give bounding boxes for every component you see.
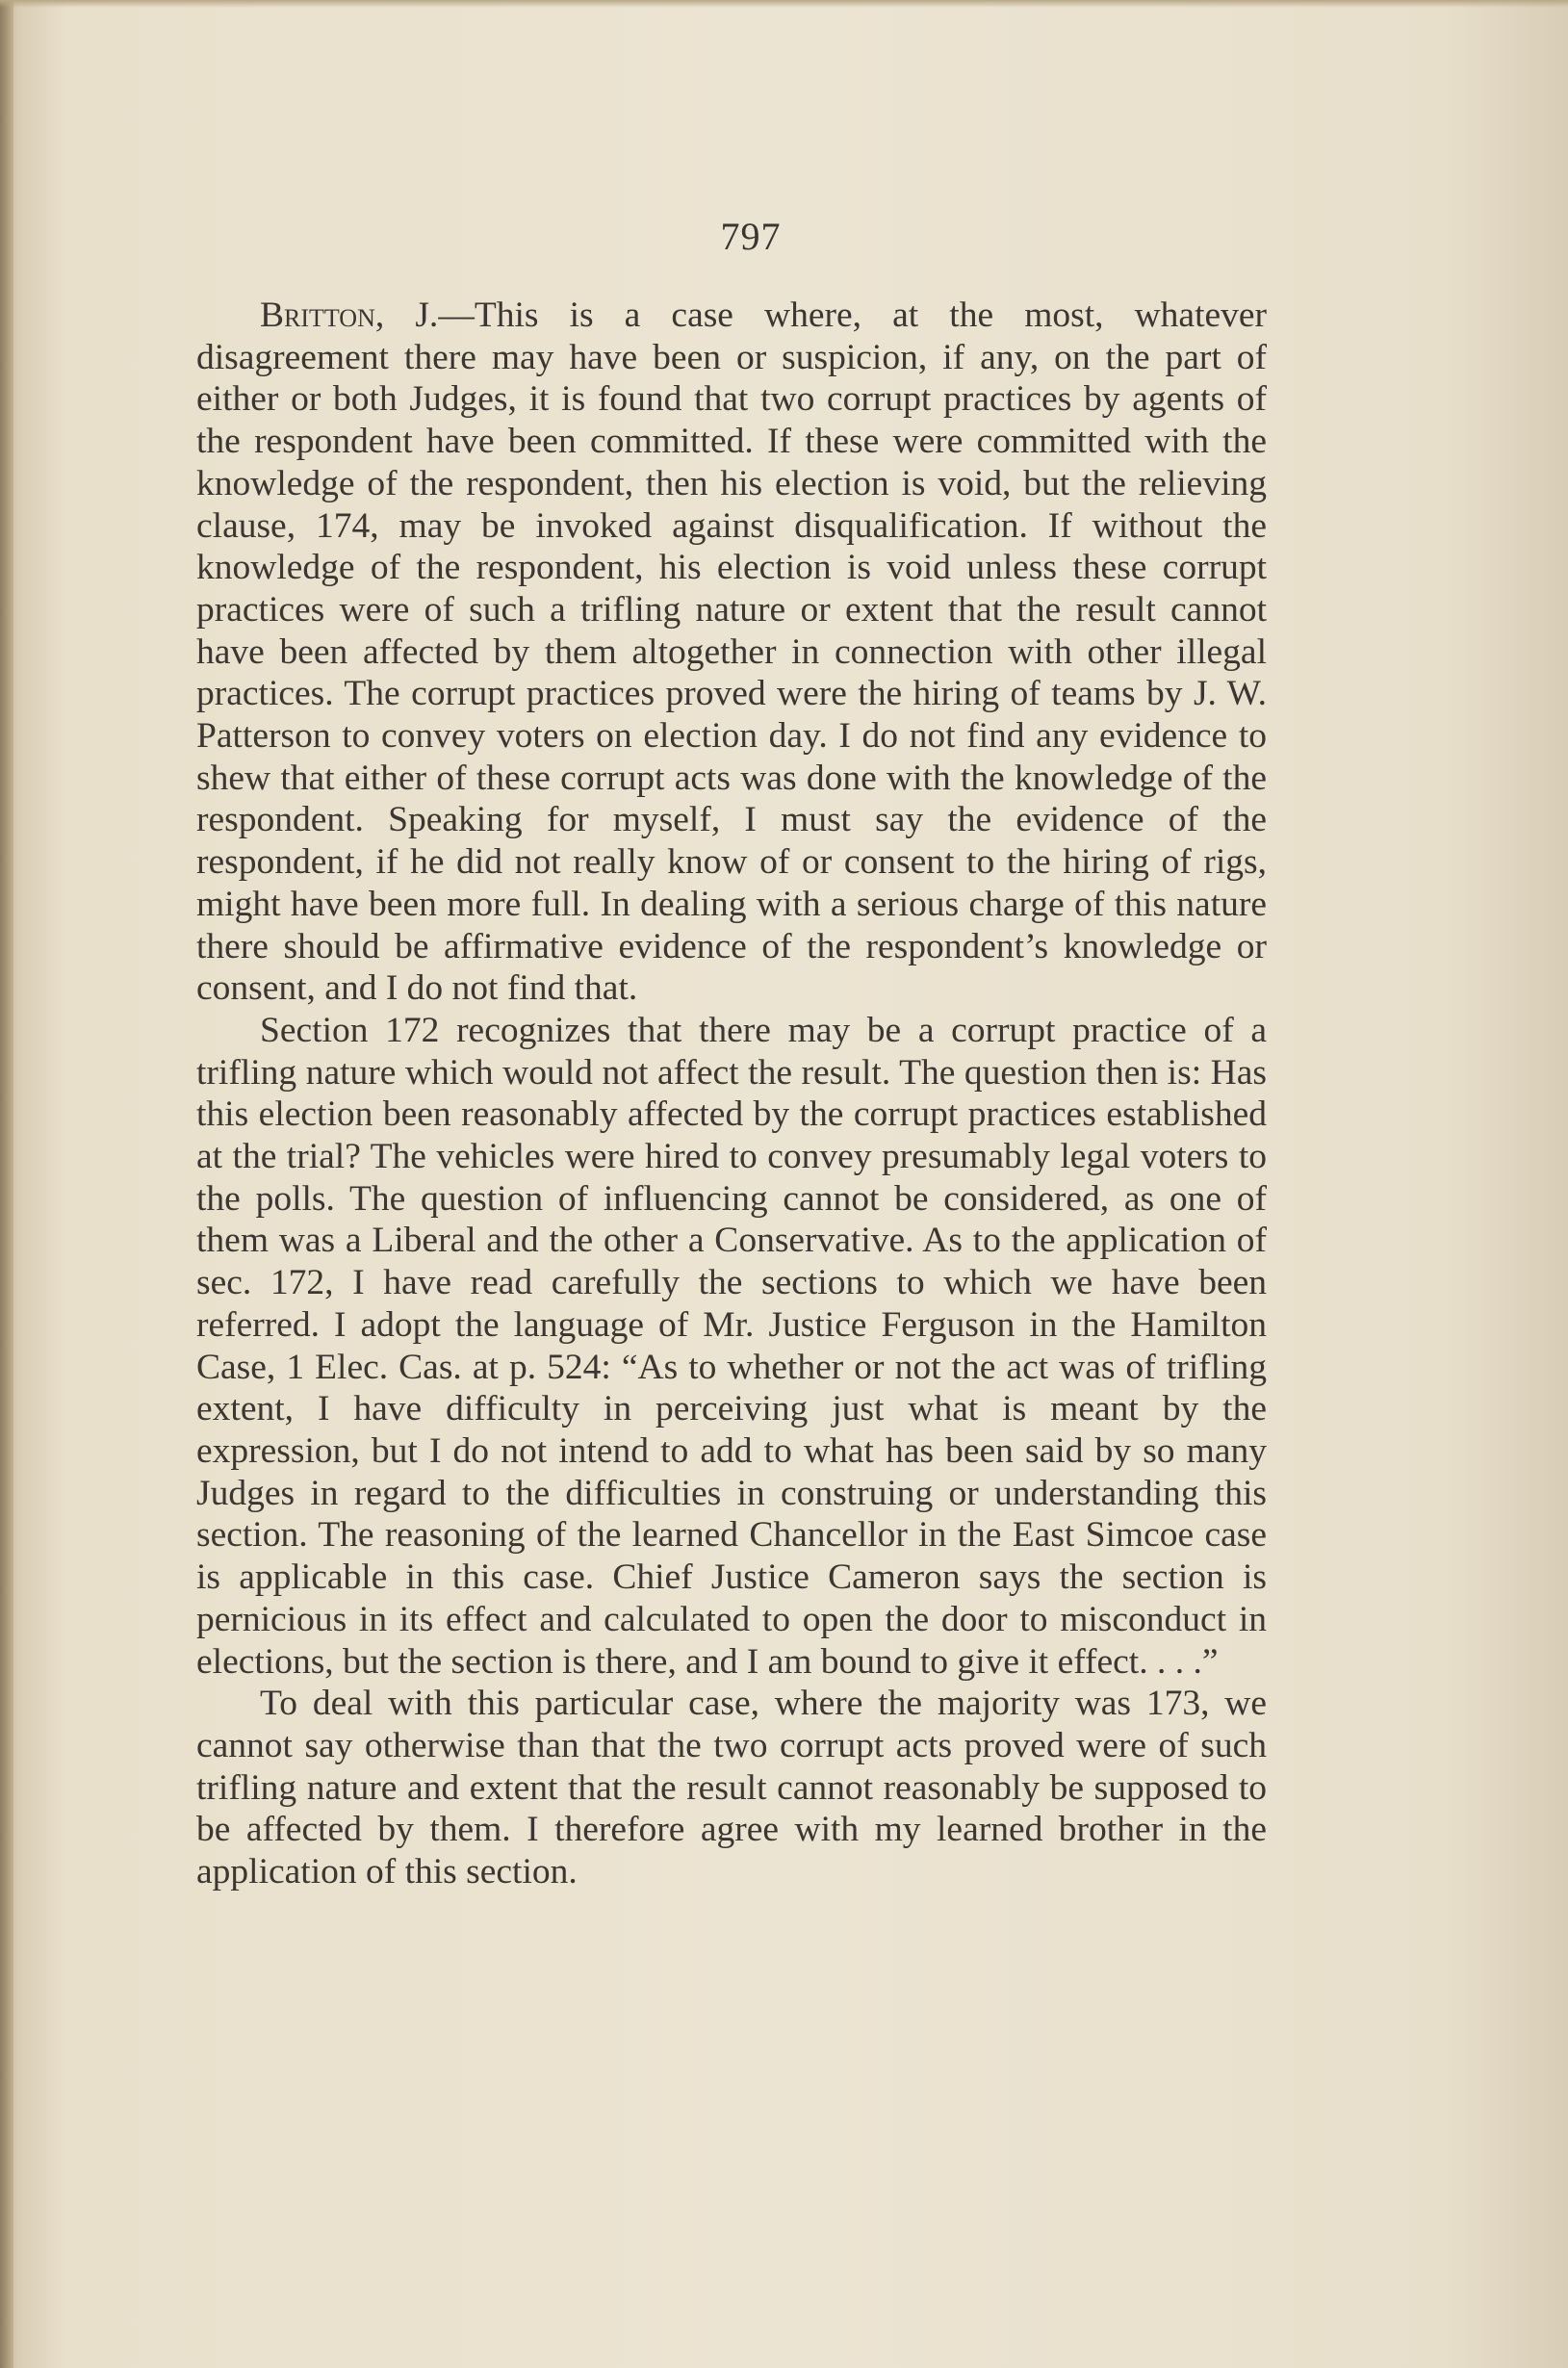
paragraph-1-text: —This is a case where, at the most, whatever disagreement there may have been or suspicion, if any, on the part of either or both Judges, it is found that two corrupt practices by agents of the respondent have been committed. If these were committed with the knowledge of the respondent, then his election is void, but the relieving clause, 174, may be invoked against disqualification. If without the knowledge of the respondent, his election is void unless these corrupt practices were of such a trifling nature or extent that the result cannot have been affected by them altogether in connection with other illegal practices. The corrupt practices proved were the hiring of teams by J. W. Patterson to convey voters on election day. I do not find any evidence to shew that either of these corrupt acts was done with the knowledge of the respondent. Speaking for myself, I must say the evidence of the respondent, if he did not really know of or consent to the hiring of rigs, might have been more full. In dealing with a serious charge of this nature there should be affirmative evidence of the respondent’s knowledge or consent, and I do not find that. [196,296,1268,1009]
body-text [196,295,1267,1893]
paragraph-2-text: Section 172 recognizes that there may be a corrupt practice of a trifling nature which would not affect the result. The question then is: Has this election been reasonably affected by the corrupt practices established at the trial? The vehicles were hired to convey presumably legal voters to the polls. The question of influencing cannot be considered, as one of them was a Liberal and the other a Conservative. As to the application of sec. 172, I have read carefully the sections to which we have been referred. I adopt the language of Mr. Justice Ferguson in the Hamilton Case, 1 Elec. Cas. at p. 524: “As to whether or not the act was of trifling extent, I have difficulty in perceiving just what is meant by the expression, but I do not intend to add to what has been said by so many Judges in regard to the difficulties in construing or understanding this section. The reasoning of the learned Chancellor in the East Simcoe case is applicable in this case. Chief Justice Cameron says the section is pernicious in its effect and calculated to open the door to misconduct in elections, but the section is there, and I am bound to give it effect. . . .” [196,1010,1267,1682]
paragraph-3-text: To deal with this particular case, where the majority was 173, we cannot say otherwise than that the two corrupt acts proved were of such trifling nature and extent that the result cannot reasonably be supposed to be affected by them. I therefore agree with my learned brother in the application of this section. [196,1684,1267,1892]
page-spine-shadow [0,0,13,2368]
page-number: 797 [720,215,782,258]
paragraph-3 [196,1683,1267,1893]
paragraph-1 [196,295,1267,1010]
page-top-edge [0,0,1568,8]
judge-name: Britton, J. [260,296,439,335]
paragraph-2 [196,1010,1267,1683]
